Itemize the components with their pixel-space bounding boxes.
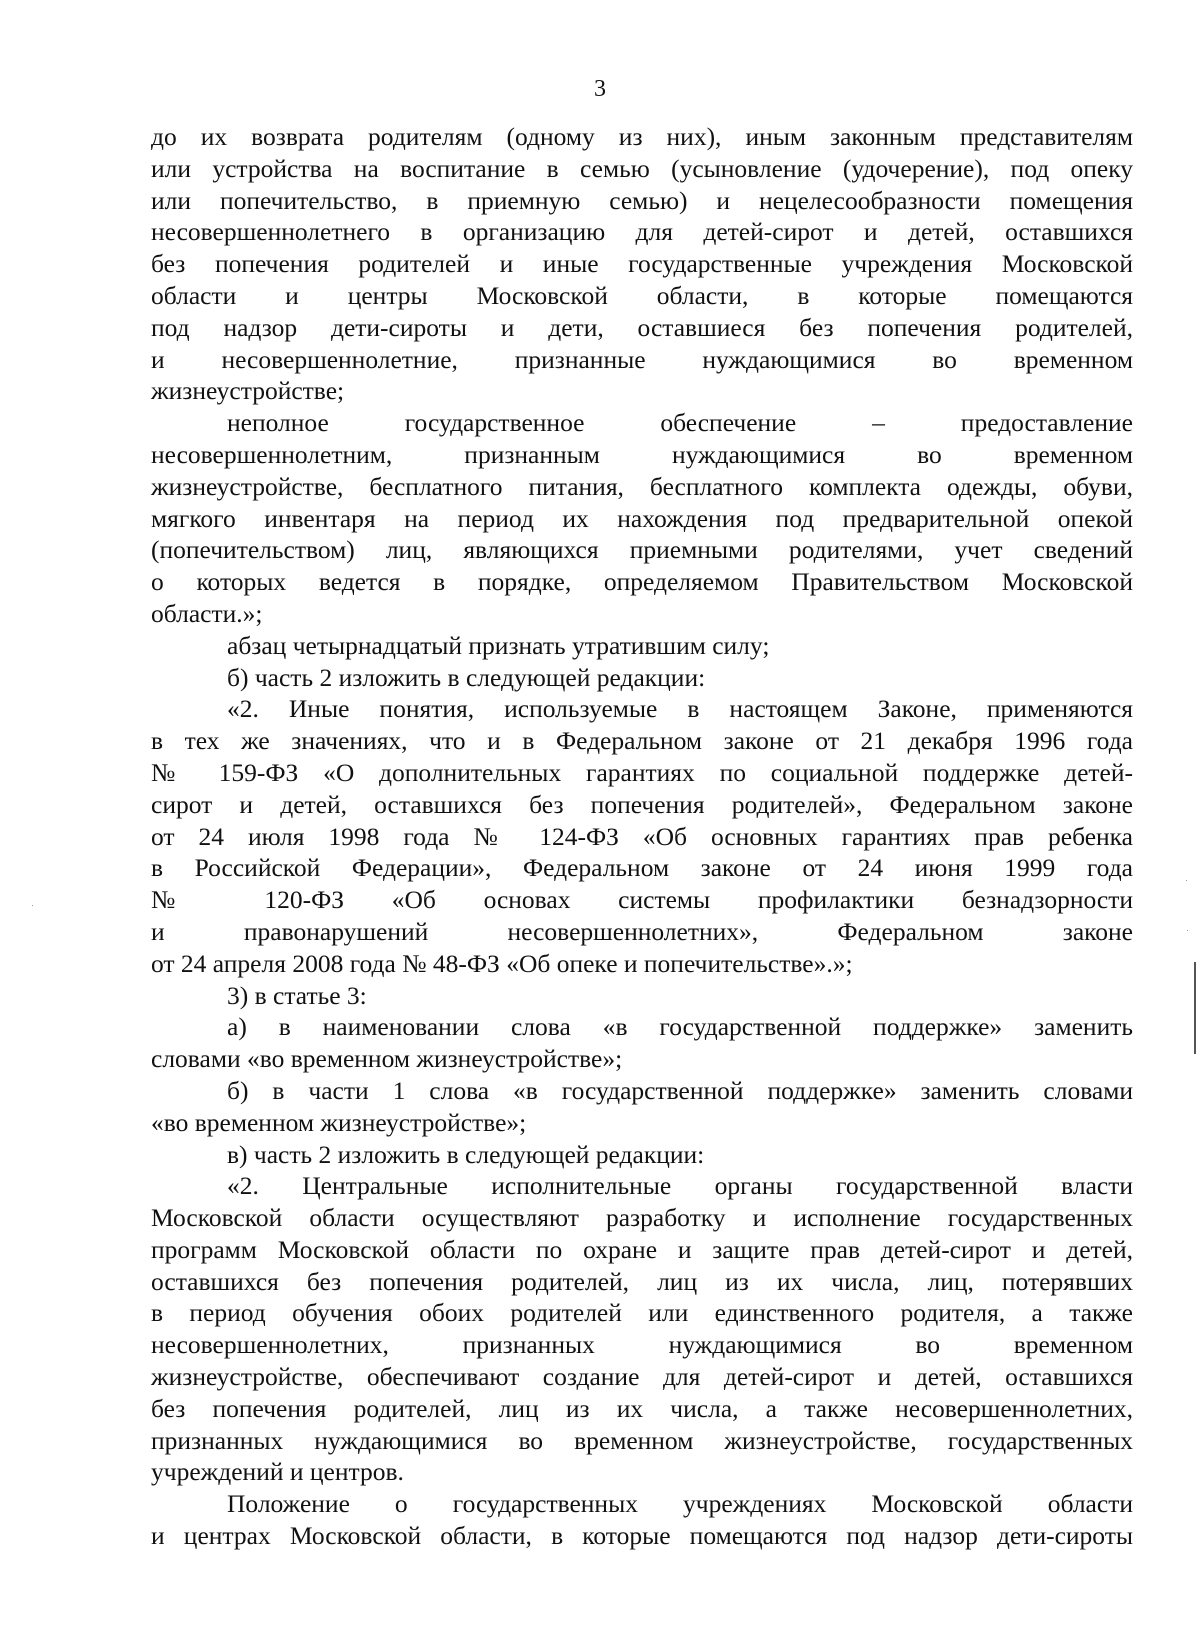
scan-margin-mark: [1194, 962, 1196, 1054]
text-line: сирот и детей, оставшихся без попечения родителей», Федеральном законе: [151, 789, 1133, 819]
text-line: без попечения родителей и иные государственные учреждения Московской: [151, 249, 1133, 279]
text-line: до их возврата родителям (одному из них), иным законным представителям: [151, 122, 1133, 151]
text-line: б) в части 1 слова «в государственной поддержке» заменить словами: [227, 1075, 1133, 1105]
text-line: и правонарушений несовершеннолетних», Федеральном законе: [151, 916, 1133, 946]
scan-speck: [1187, 930, 1188, 931]
text-line: области.»;: [151, 598, 263, 628]
text-line: Положение о государственных учреждениях Московской области: [227, 1489, 1133, 1519]
text-line: Московской области осуществляют разработку и исполнение государственных: [151, 1203, 1133, 1233]
text-line: без попечения родителей, лиц из их числа, а также несовершеннолетних,: [151, 1393, 1133, 1423]
text-line: а) в наименовании слова «в государственной поддержке» заменить: [227, 1012, 1133, 1042]
text-line: абзац четырнадцатый признать утратившим силу;: [227, 630, 770, 660]
text-line: в период обучения обоих родителей или единственного родителя, а также: [151, 1298, 1133, 1328]
text-line: в Российской Федерации», Федеральном законе от 24 июня 1999 года: [151, 853, 1133, 883]
text-line: несовершеннолетнего в организацию для детей-сирот и детей, оставшихся: [151, 217, 1133, 247]
text-line: «во временном жизнеустройстве»;: [151, 1107, 527, 1137]
text-line: «2. Центральные исполнительные органы государственной власти: [227, 1171, 1133, 1201]
text-line: под надзор дети-сироты и дети, оставшиеся без попечения родителей,: [151, 312, 1133, 342]
text-line: и центрах Московской области, в которые помещаются под надзор дети-сироты: [151, 1521, 1133, 1551]
text-line: программ Московской области по охране и защите прав детей-сирот и детей,: [151, 1234, 1133, 1264]
text-line: № 120-ФЗ «Об основах системы профилактики безнадзорности: [151, 885, 1133, 915]
text-line: № 159-ФЗ «О дополнительных гарантиях по социальной поддержке детей-: [151, 757, 1133, 787]
text-line: в) часть 2 изложить в следующей редакции:: [227, 1139, 705, 1169]
text-line: о которых ведется в порядке, определяемом Правительством Московской: [151, 567, 1133, 597]
text-line: или устройства на воспитание в семью (усыновление (удочерение), под опеку: [151, 153, 1133, 183]
text-line: учреждений и центров.: [151, 1457, 404, 1487]
text-line: и несовершеннолетние, признанные нуждающимися во временном: [151, 344, 1133, 374]
text-line: оставшихся без попечения родителей, лиц из их числа, лиц, потерявших: [151, 1266, 1133, 1296]
text-line: несовершеннолетних, признанных нуждающимися во временном: [151, 1330, 1133, 1360]
text-line: жизнеустройстве;: [151, 376, 345, 406]
text-line: (попечительством) лиц, являющихся приемными родителями, учет сведений: [151, 535, 1133, 565]
text-line: или попечительство, в приемную семью) и нецелесообразности помещения: [151, 185, 1133, 215]
text-line: от 24 апреля 2008 года № 48-ФЗ «Об опеке и попечительстве».»;: [151, 948, 853, 978]
text-line: «2. Иные понятия, используемые в настоящем Законе, применяются: [227, 694, 1133, 724]
text-line: в тех же значениях, что и в Федеральном законе от 21 декабря 1996 года: [151, 726, 1133, 756]
text-line: словами «во временном жизнеустройстве»;: [151, 1044, 623, 1074]
text-line: от 24 июля 1998 года № 124-ФЗ «Об основных гарантиях прав ребенка: [151, 821, 1133, 851]
document-body: [151, 121, 1133, 1552]
text-line: мягкого инвентаря на период их нахождения под предварительной опекой: [151, 503, 1133, 533]
text-line: 3) в статье 3:: [227, 980, 367, 1010]
scan-speck: [32, 905, 33, 906]
scan-speck: [1186, 880, 1187, 881]
text-line: жизнеустройстве, обеспечивают создание для детей-сирот и детей, оставшихся: [151, 1362, 1133, 1392]
text-line: жизнеустройстве, бесплатного питания, бесплатного комплекта одежды, обуви,: [151, 471, 1133, 501]
text-line: несовершеннолетним, признанным нуждающимися во временном: [151, 439, 1133, 469]
text-line: неполное государственное обеспечение – предоставление: [227, 408, 1133, 438]
text-line: б) часть 2 изложить в следующей редакции:: [227, 662, 706, 692]
text-line: признанных нуждающимися во временном жизнеустройстве, государственных: [151, 1425, 1133, 1455]
page-number: 3: [594, 76, 606, 102]
text-line: области и центры Московской области, в которые помещаются: [151, 280, 1133, 310]
